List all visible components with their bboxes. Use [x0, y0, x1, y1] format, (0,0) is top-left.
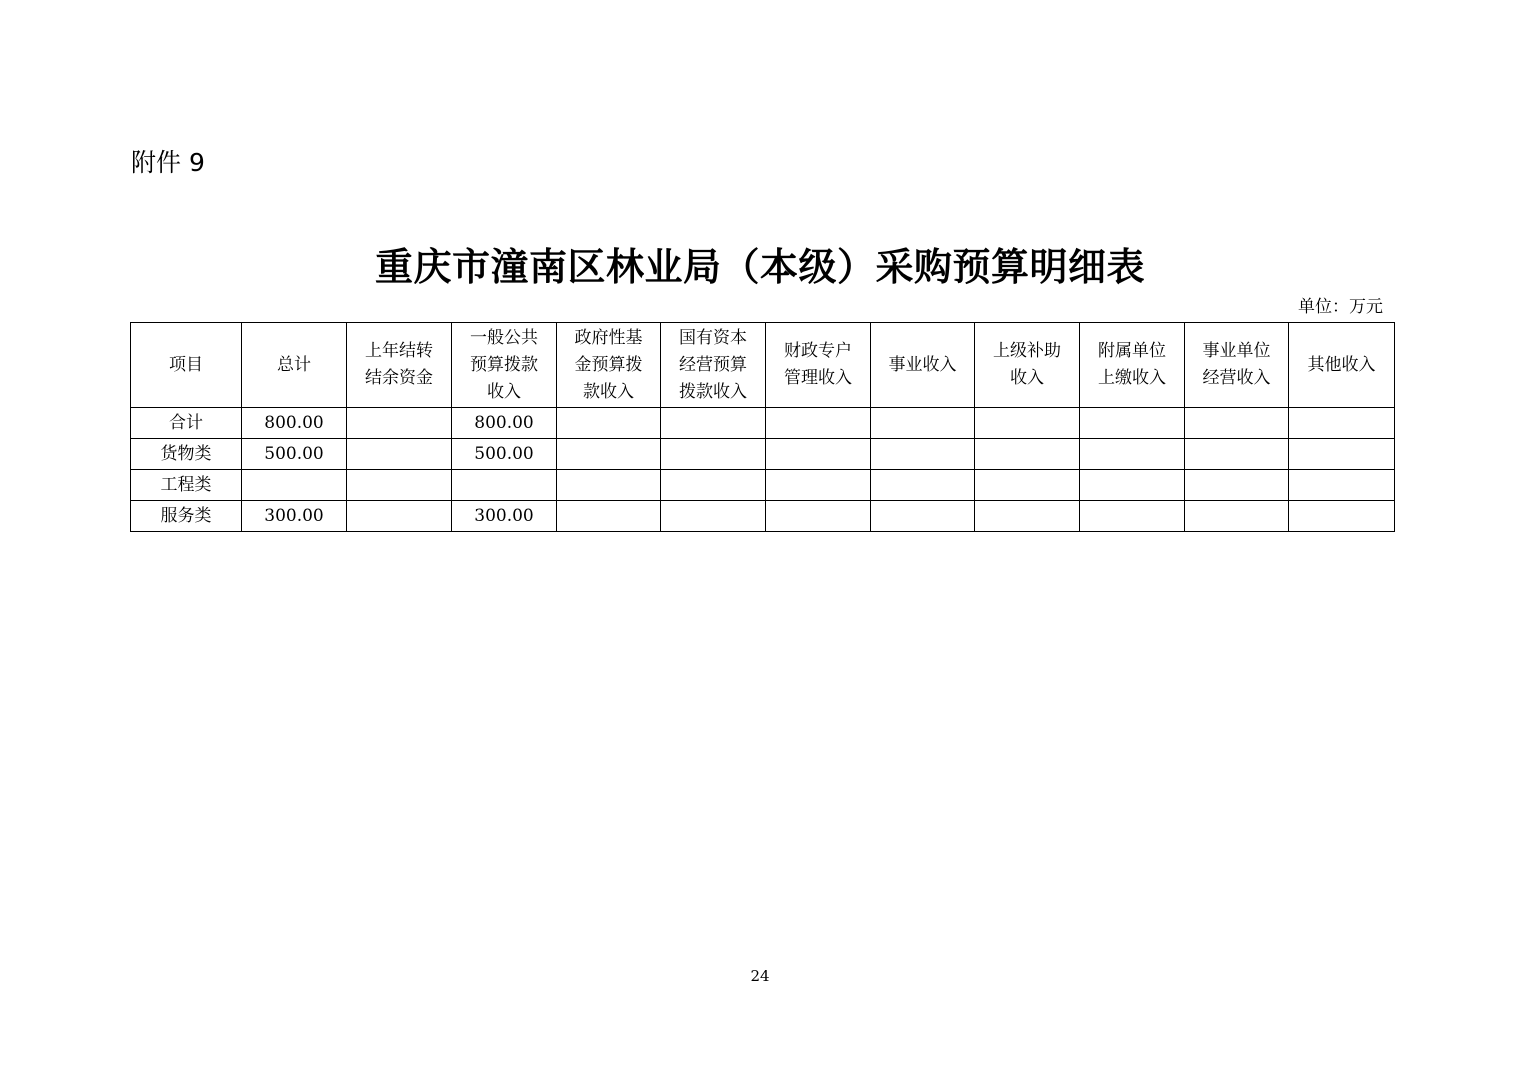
column-header-line: 收入	[1010, 368, 1044, 388]
table-cell	[347, 408, 452, 439]
column-header-line: 附属单位	[1098, 341, 1166, 361]
table-cell	[766, 470, 871, 501]
column-header-carryover	[347, 323, 452, 408]
table-cell	[242, 470, 347, 501]
table-row	[131, 501, 1395, 532]
column-header-line: 经营收入	[1202, 368, 1271, 388]
column-header-line: 拨款收入	[679, 381, 747, 402]
column-header-line: 管理收入	[784, 368, 852, 388]
column-header-business-operation	[1185, 323, 1289, 408]
column-header-other-income	[1289, 323, 1395, 408]
table-cell	[1289, 408, 1395, 439]
column-header-line: 款收入	[583, 381, 634, 402]
table-cell	[871, 470, 975, 501]
column-header-item	[131, 323, 242, 408]
column-header-line: 国有资本	[679, 327, 747, 348]
column-header-line: 财政专户	[784, 341, 852, 361]
table-cell: 500.00	[242, 439, 347, 470]
table-cell	[1080, 501, 1185, 532]
column-header-line: 经营预算	[679, 354, 747, 375]
table-cell: 800.00	[452, 408, 557, 439]
table-cell	[1185, 501, 1289, 532]
row-label-cell: 货物类	[131, 439, 242, 470]
table-cell	[1185, 408, 1289, 439]
table-row	[131, 408, 1395, 439]
table-body	[131, 408, 1395, 532]
column-header-line: 收入	[487, 381, 521, 402]
column-header-line: 总计	[277, 354, 311, 375]
table-cell	[975, 408, 1080, 439]
column-header-line: 上缴收入	[1098, 368, 1166, 388]
table-cell	[557, 439, 661, 470]
table-header	[131, 323, 1395, 408]
table-cell	[1289, 470, 1395, 501]
table-cell	[766, 501, 871, 532]
column-header-gov-fund	[557, 323, 661, 408]
table-cell: 500.00	[452, 439, 557, 470]
column-header-line: 上级补助	[993, 341, 1061, 361]
column-header-general-public	[452, 323, 557, 408]
table-cell: 800.00	[242, 408, 347, 439]
table-cell	[347, 470, 452, 501]
table-cell: 300.00	[452, 501, 557, 532]
table-cell	[661, 501, 766, 532]
table-cell	[871, 501, 975, 532]
column-header-superior-subsidy	[975, 323, 1080, 408]
attachment-label: 附件 9	[131, 148, 205, 177]
column-header-line: 上年结转	[365, 341, 433, 361]
table-cell	[452, 470, 557, 501]
table-cell	[661, 470, 766, 501]
table-cell	[975, 439, 1080, 470]
table-cell	[1080, 408, 1185, 439]
column-header-line: 预算拨款	[470, 354, 538, 375]
column-header-total	[242, 323, 347, 408]
page-number: 24	[750, 967, 770, 985]
column-header-line: 金预算拨	[574, 354, 643, 375]
table-row	[131, 439, 1395, 470]
column-header-line: 一般公共	[470, 327, 538, 348]
procurement-budget-table	[130, 322, 1395, 532]
table-row	[131, 470, 1395, 501]
table-cell	[1185, 470, 1289, 501]
row-label-cell: 工程类	[131, 470, 242, 501]
page-title: 重庆市潼南区林业局（本级）采购预算明细表	[374, 244, 1145, 289]
column-header-affiliated-payment	[1080, 323, 1185, 408]
table-cell	[1289, 439, 1395, 470]
column-header-line: 结余资金	[365, 368, 433, 388]
table-cell: 300.00	[242, 501, 347, 532]
table-cell	[347, 439, 452, 470]
column-header-state-capital	[661, 323, 766, 408]
column-header-line: 项目	[169, 354, 203, 375]
table-cell	[557, 408, 661, 439]
row-label-cell: 合计	[131, 408, 242, 439]
row-label-cell: 服务类	[131, 501, 242, 532]
column-header-line: 其他收入	[1307, 354, 1376, 375]
table-cell	[661, 408, 766, 439]
header-row	[131, 323, 1395, 408]
column-header-business-income	[871, 323, 975, 408]
table-cell	[1080, 439, 1185, 470]
column-header-fiscal-special	[766, 323, 871, 408]
column-header-line: 事业单位	[1202, 341, 1271, 361]
table-cell	[557, 501, 661, 532]
table-cell	[766, 439, 871, 470]
table-cell	[1080, 470, 1185, 501]
table-cell	[661, 439, 766, 470]
table-cell	[975, 501, 1080, 532]
table-cell	[871, 439, 975, 470]
table-cell	[1185, 439, 1289, 470]
table-cell	[1289, 501, 1395, 532]
table-cell	[557, 470, 661, 501]
column-header-line: 事业收入	[888, 354, 957, 375]
table-cell	[975, 470, 1080, 501]
table-cell	[347, 501, 452, 532]
table-cell	[871, 408, 975, 439]
unit-label: 单位：万元	[1298, 297, 1383, 317]
column-header-line: 政府性基	[574, 327, 643, 348]
table-cell	[766, 408, 871, 439]
